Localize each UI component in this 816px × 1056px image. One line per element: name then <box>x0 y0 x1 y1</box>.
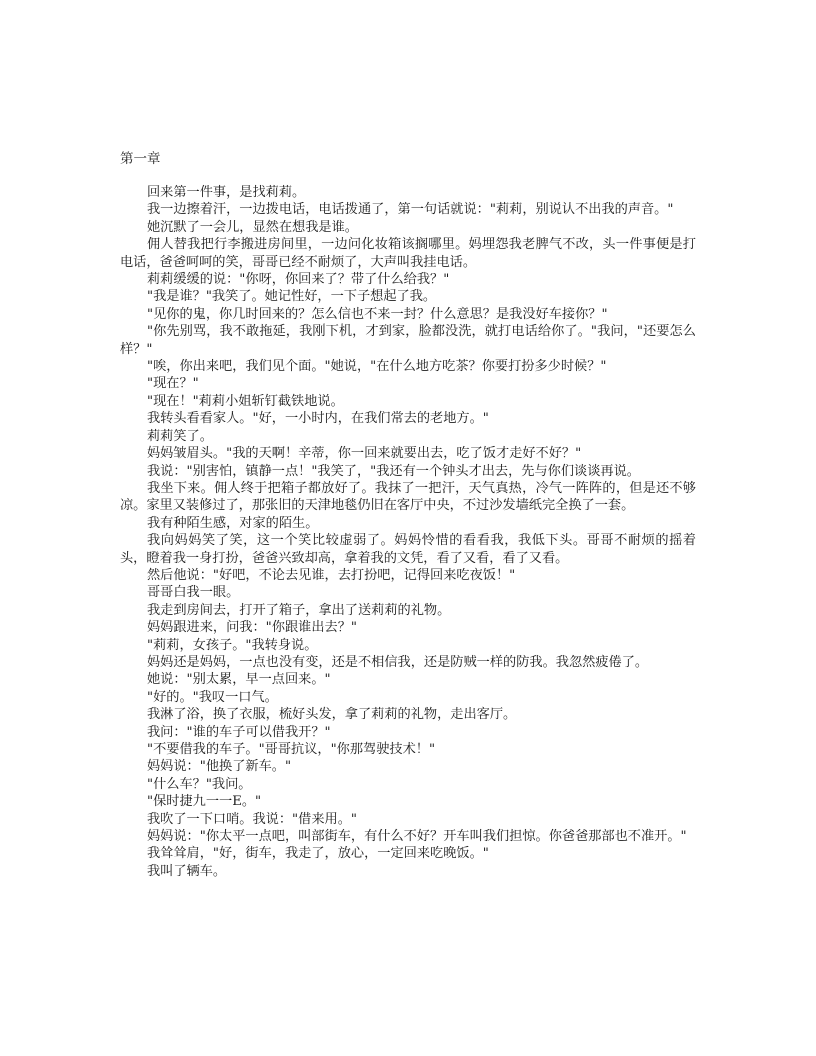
paragraph: "唉，你出来吧，我们见个面。"她说，"在什么地方吃茶？你要打扮多少时候？" <box>147 359 607 375</box>
paragraph: 我问："谁的车子可以借我开？" <box>147 724 331 740</box>
paragraph: "现在？" <box>147 376 199 392</box>
paragraph: 莉莉笑了。 <box>147 428 213 444</box>
paragraph: 我有种陌生感，对家的陌生。 <box>147 515 319 531</box>
paragraph: 妈妈还是妈妈，一点也没有变，还是不相信我，还是防贼一样的防我。我忽然疲倦了。 <box>147 654 649 670</box>
paragraph: 回来第一件事，是找莉莉。 <box>147 185 306 200</box>
paragraph: 我坐下来。佣人终于把箱子都放好了。我抹了一把汗，天气真热，冷气一阵阵的，但是还不够凉。家里又装修过了，那张旧的天津地毯仍旧在客厅中央，不过沙发墙纸完全换了一套。 <box>120 480 696 514</box>
paragraph: "现在！"莉莉小姐斩钉截铁地说。 <box>147 393 344 409</box>
paragraph: 我淋了浴，换了衣服，梳好头发，拿了莉莉的礼物，走出客厅。 <box>147 707 517 723</box>
paragraph: 佣人替我把行李搬进房间里，一边问化妆箱该搁哪里。妈埋怨我老脾气不改，头一件事便是打电话，爸爸呵呵的笑，哥哥已经不耐烦了，大声叫我挂电话。 <box>120 237 696 270</box>
body-text <box>120 184 696 880</box>
paragraph: "我是谁？"我笑了。她记性好，一下子想起了我。 <box>147 289 437 305</box>
paragraph: "你先别骂，我不敢拖延，我刚下机，才到家，脸都没洗，就打电话给你了。"我问，"还要怎么样？" <box>120 324 696 357</box>
paragraph: "保时捷九一一E。" <box>147 794 262 810</box>
paragraph: 我叫了辆车。 <box>147 863 227 879</box>
paragraph: 我向妈妈笑了笑，这一个笑比较虚弱了。妈妈怜惜的看看我，我低下头。哥哥不耐烦的摇着头，瞪着我一身打扮，爸爸兴致却高，拿着我的文凭，看了又看，看了又看。 <box>120 533 696 566</box>
paragraph: "好的。"我叹一口气。 <box>147 689 278 705</box>
chapter-title: 第一章 <box>120 151 161 167</box>
paragraph: "莉莉，女孩子。"我转身说。 <box>147 637 318 653</box>
paragraph: 妈妈说："他换了新车。" <box>147 759 292 775</box>
paragraph: "不要借我的车子。"哥哥抗议，"你那驾驶技术！" <box>147 742 436 757</box>
paragraph: 妈妈跟进来，问我："你跟谁出去？" <box>147 620 357 636</box>
paragraph: 我吹了一下口哨。我说："借来用。" <box>147 811 357 827</box>
paragraph: 我一边擦着汗，一边拨电话，电话拨通了，第一句话就说："莉莉，别说认不出我的声音。" <box>147 202 674 218</box>
paragraph: 妈妈皱眉头。"我的天啊！辛蒂，你一回来就要出去，吃了饭才走好不好？" <box>147 446 582 462</box>
paragraph: "什么车？"我问。 <box>147 776 252 792</box>
paragraph: 妈妈说："你太平一点吧，叫部街车，有什么不好？开车叫我们担惊。你爸爸那部也不准开。" <box>147 829 687 845</box>
paragraph: 我耸耸肩，"好，街车，我走了，放心，一定回来吃晚饭。" <box>147 846 489 862</box>
paragraph: 我走到房间去，打开了箱子，拿出了送莉莉的礼物。 <box>147 602 451 618</box>
paragraph: 莉莉缓缓的说："你呀，你回来了？带了什么给我？" <box>147 272 450 288</box>
paragraph: "见你的鬼，你几时回来的？怎么信也不来一封？什么意思？是我没好车接你？" <box>147 306 608 322</box>
paragraph: 她说："别太累，早一点回来。" <box>147 672 331 688</box>
paragraph: 然后他说："好吧，不论去见谁，去打扮吧，记得回来吃夜饭！" <box>147 567 516 583</box>
paragraph: 她沉默了一会儿，显然在想我是谁。 <box>147 219 358 235</box>
paragraph: 我转头看看家人。"好，一小时内，在我们常去的老地方。" <box>147 411 489 427</box>
document-page <box>120 150 696 880</box>
paragraph: 哥哥白我一眼。 <box>147 585 240 601</box>
paragraph: 我说："别害怕，镇静一点！"我笑了，"我还有一个钟头才出去，先与你们谈谈再说。 <box>147 463 640 479</box>
